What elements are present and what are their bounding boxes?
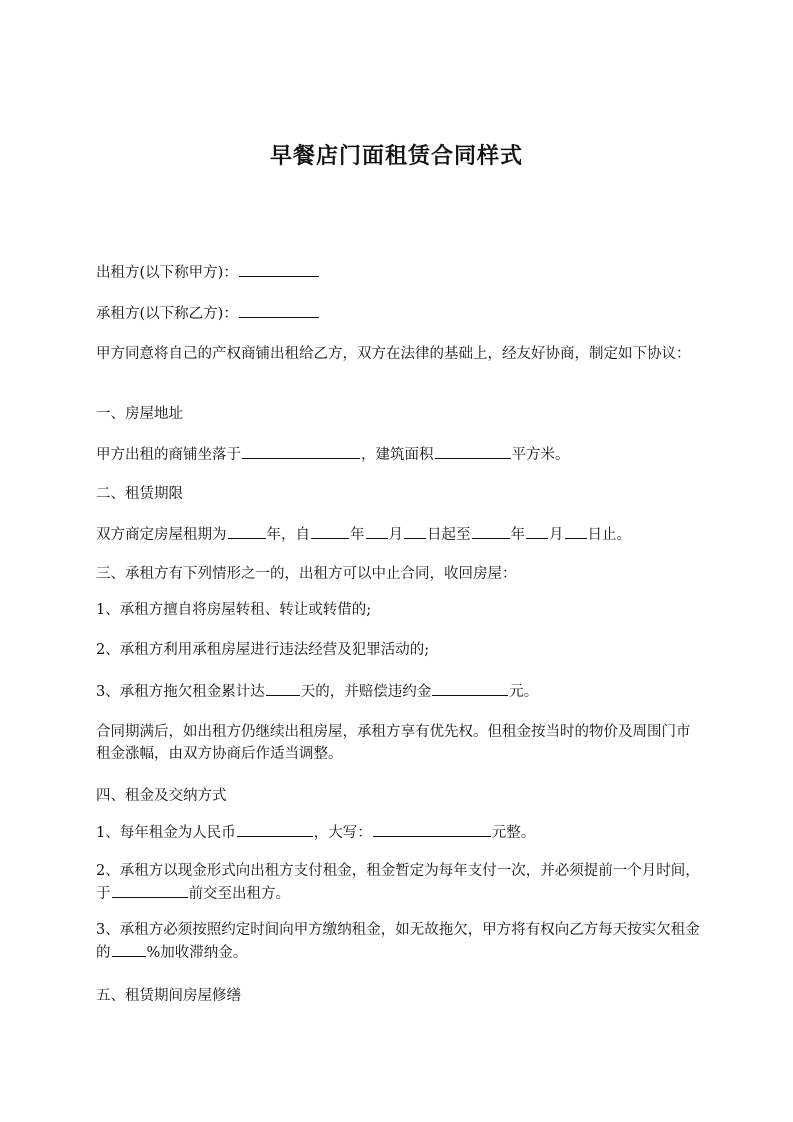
lessee-blank (239, 302, 319, 318)
area-blank (435, 443, 511, 459)
address-text-a: 甲方出租的商铺坐落于 (96, 447, 241, 463)
rent-text-a: 1、每年租金为人民币 (96, 825, 236, 841)
section2-heading: 二、租赁期限 (96, 486, 183, 502)
arrears-text-b: 天的，并赔偿违约金 (300, 684, 432, 700)
section1-heading: 一、房屋地址 (96, 406, 183, 422)
arrears-text-a: 3、承租方拖欠租金累计达 (96, 684, 265, 700)
term-years-blank (228, 523, 266, 539)
address-text-c: 平方米。 (511, 447, 570, 463)
start-year-blank (311, 523, 349, 539)
term-text-c: 年 (350, 527, 365, 543)
end-year-blank (472, 523, 510, 539)
end-day-blank (565, 523, 587, 539)
lessee-label: 承租方(以下称乙方)： (96, 306, 238, 322)
latefee-text-b: %加收滞纳金。 (146, 945, 248, 961)
arrears-days-blank (266, 680, 300, 696)
section4-item1 (96, 821, 700, 844)
rent-amount-blank (237, 821, 313, 837)
term-text-h: 日止。 (587, 527, 631, 543)
intro-paragraph: 甲方同意将自己的产权商铺出租给乙方，双方在法律的基础上，经友好协商，制定如下协议： (96, 346, 691, 362)
section4-item3 (96, 919, 700, 964)
term-text-f: 年 (510, 527, 525, 543)
address-text-b: ，建筑面积 (361, 447, 434, 463)
section4-item2 (96, 860, 700, 905)
payment-text-b: 前交至出租方。 (188, 886, 290, 902)
start-month-blank (366, 523, 388, 539)
term-text-e: 日起至 (427, 527, 471, 543)
end-month-blank (526, 523, 548, 539)
term-line (96, 523, 700, 546)
latefee-text-a: 3、承租方必须按照约定时间向甲方缴纳租金，如无故拖欠，甲方将有权向乙方每天按实欠租金的 (96, 922, 700, 961)
rent-uppercase-blank (373, 821, 491, 837)
arrears-text-c: 元。 (509, 684, 539, 700)
latefee-rate-blank (112, 941, 146, 957)
lessor-line (96, 261, 700, 284)
term-text-b: 年，自 (266, 527, 310, 543)
term-text-g: 月 (549, 527, 564, 543)
payment-date-blank (112, 882, 188, 898)
address-line (96, 443, 700, 466)
section4-heading: 四、租金及交纳方式 (96, 788, 227, 804)
section3-heading: 三、承租方有下列情形之一的，出租方可以中止合同，收回房屋： (96, 566, 517, 582)
term-text-d: 月 (388, 527, 403, 543)
lessor-blank (239, 261, 319, 277)
document-title: 早餐店门面租赁合同样式 (269, 144, 523, 169)
penalty-blank (432, 680, 508, 696)
renewal-paragraph: 合同期满后，如出租方仍继续出租房屋，承租方享有优先权。但租金按当时的物价及周围门市租金涨幅，由双方协商后作适当调整。 (96, 724, 691, 762)
term-text-a: 双方商定房屋租期为 (96, 527, 227, 543)
lessee-line (96, 302, 700, 325)
rent-text-b: ，大写： (313, 825, 372, 841)
address-blank (242, 443, 360, 459)
rent-text-c: 元整。 (491, 825, 536, 841)
section5-heading: 五、租赁期间房屋修缮 (96, 988, 241, 1004)
section3-item1: 1、承租方擅自将房屋转租、转让或转借的; (96, 602, 372, 618)
lessor-label: 出租方(以下称甲方)： (96, 265, 238, 281)
section3-item3 (96, 680, 700, 703)
payment-text-a: 2、承租方以现金形式向出租方支付租金，租金暂定为每年支付一次，并必须提前一个月时间，于 (96, 863, 700, 902)
section3-item2: 2、承租方利用承租房屋进行违法经营及犯罪活动的; (96, 642, 430, 658)
start-day-blank (404, 523, 426, 539)
